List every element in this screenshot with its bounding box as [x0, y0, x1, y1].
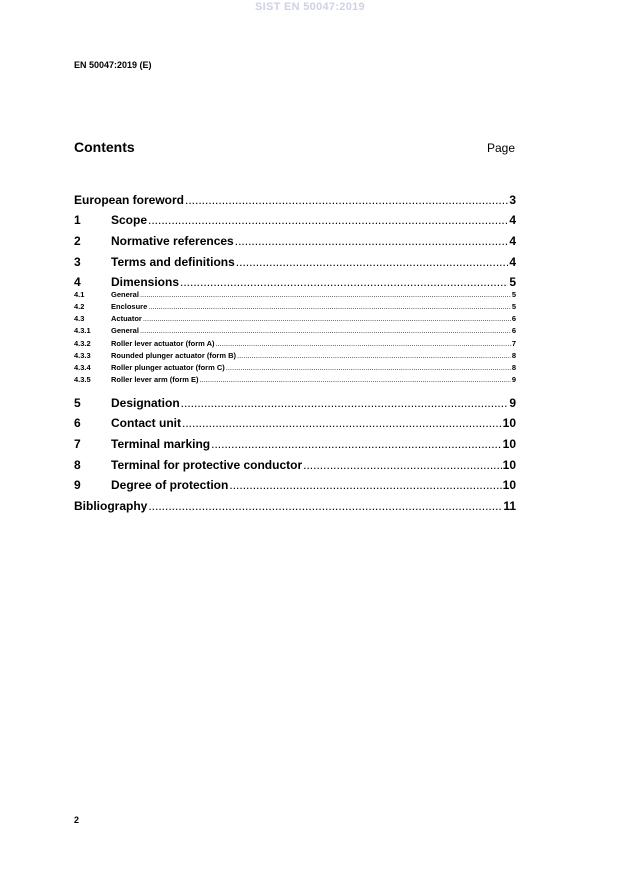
toc-entry-terminal-protective-conductor[interactable] — [74, 458, 516, 472]
toc-leader-dots — [236, 255, 509, 269]
toc-entry-roller-plunger-actuator[interactable] — [74, 363, 516, 372]
toc-leader-dots — [200, 375, 511, 384]
toc-entry-page: 4 — [509, 213, 516, 227]
toc-entry-bibliography[interactable] — [74, 499, 516, 513]
toc-entry-title: General — [111, 326, 139, 335]
toc-leader-dots — [303, 458, 502, 472]
toc-entry-title: Roller plunger actuator (form C) — [111, 363, 225, 372]
toc-entry-title: Designation — [111, 396, 180, 410]
toc-entry-number: 4.3 — [74, 314, 85, 323]
watermark: SIST EN 50047:2019 — [255, 1, 365, 13]
toc-entry-number: 4.1 — [74, 290, 85, 299]
toc-entry-roller-lever-arm[interactable] — [74, 375, 516, 384]
toc-entry-roller-lever-actuator[interactable] — [74, 339, 516, 348]
toc-entry-title: Bibliography — [74, 499, 148, 513]
toc-entry-european-foreword[interactable] — [74, 193, 516, 207]
toc-entry-page: 3 — [509, 193, 516, 207]
toc-entry-title: Contact unit — [111, 416, 181, 430]
toc-entry-title: General — [111, 290, 139, 299]
toc-entry-title: Roller lever arm (form E) — [111, 375, 199, 384]
page-number: 2 — [74, 815, 80, 825]
toc-leader-dots — [181, 396, 509, 410]
toc-leader-dots — [237, 351, 511, 360]
toc-entry-title: Terms and definitions — [111, 255, 235, 269]
toc-entry-number: 2 — [74, 234, 81, 248]
toc-entry-title: Scope — [111, 213, 148, 227]
toc-entry-enclosure[interactable] — [74, 302, 516, 311]
toc-entry-number: 6 — [74, 416, 81, 430]
toc-entry-page: 4 — [509, 234, 516, 248]
toc-entry-terms-and-definitions[interactable] — [74, 255, 516, 269]
toc-entry-number: 7 — [74, 437, 81, 451]
toc-leader-dots — [216, 339, 511, 348]
toc-entry-page: 10 — [502, 437, 516, 451]
toc-entry-page: 6 — [511, 314, 516, 323]
toc-entry-page: 4 — [509, 255, 516, 269]
toc-entry-number: 1 — [74, 213, 81, 227]
toc-leader-dots — [140, 290, 511, 299]
toc-leader-dots — [148, 302, 511, 311]
toc-entry-page: 5 — [511, 290, 516, 299]
toc-entry-title: European foreword — [74, 193, 185, 207]
toc-entry-page: 6 — [511, 326, 516, 335]
toc-entry-page: 11 — [503, 499, 516, 513]
document-id: EN 50047:2019 (E) — [74, 60, 152, 70]
toc-entry-page: 10 — [502, 416, 516, 430]
toc-entry-scope[interactable] — [74, 213, 516, 227]
toc-entry-actuator[interactable] — [74, 314, 516, 323]
toc-leader-dots — [182, 416, 502, 430]
toc-entry-contact-unit[interactable] — [74, 416, 516, 430]
toc-entry-number: 4.3.4 — [74, 363, 91, 372]
toc-entry-page: 8 — [511, 351, 516, 360]
toc-entry-title: Normative references — [111, 234, 234, 248]
toc-entry-title: Dimensions — [111, 275, 180, 289]
toc-entry-page: 7 — [511, 339, 516, 348]
toc-entry-degree-of-protection[interactable] — [74, 478, 516, 492]
toc-entry-page: 10 — [502, 458, 516, 472]
toc-entry-number: 8 — [74, 458, 81, 472]
toc-entry-title: Degree of protection — [111, 478, 229, 492]
toc-leader-dots — [226, 363, 511, 372]
toc-leader-dots — [211, 437, 502, 451]
toc-entry-number: 4 — [74, 275, 81, 289]
toc-leader-dots — [140, 326, 511, 335]
toc-entry-number: 3 — [74, 255, 81, 269]
page-column-label: Page — [486, 141, 515, 155]
toc-leader-dots — [235, 234, 509, 248]
toc-entry-title: Actuator — [111, 314, 142, 323]
toc-entry-title: Terminal for protective conductor — [111, 458, 303, 472]
toc-entry-general[interactable] — [74, 290, 516, 299]
toc-entry-page: 10 — [502, 478, 516, 492]
toc-entry-page: 5 — [509, 275, 516, 289]
toc-entry-number: 4.3.2 — [74, 339, 91, 348]
toc-entry-actuator-general[interactable] — [74, 326, 516, 335]
toc-entry-page: 9 — [511, 375, 516, 384]
toc-entry-number: 9 — [74, 478, 81, 492]
toc-leader-dots — [143, 314, 511, 323]
toc-entry-number: 4.2 — [74, 302, 85, 311]
toc-entry-designation[interactable] — [74, 396, 516, 410]
toc-entry-page: 9 — [509, 396, 516, 410]
toc-entry-title: Rounded plunger actuator (form B) — [111, 351, 236, 360]
toc-leader-dots — [148, 213, 508, 227]
toc-entry-terminal-marking[interactable] — [74, 437, 516, 451]
toc-entry-number: 4.3.5 — [74, 375, 91, 384]
toc-entry-rounded-plunger-actuator[interactable] — [74, 351, 516, 360]
toc-leader-dots — [229, 478, 501, 492]
toc-entry-title: Enclosure — [111, 302, 148, 311]
toc-entry-number: 4.3.1 — [74, 326, 91, 335]
toc-entry-number: 5 — [74, 396, 81, 410]
toc-entry-page: 5 — [511, 302, 516, 311]
toc-entry-normative-references[interactable] — [74, 234, 516, 248]
toc-leader-dots — [185, 193, 508, 207]
contents-heading: Contents — [74, 139, 135, 155]
toc-leader-dots — [148, 499, 502, 513]
toc-leader-dots — [180, 275, 508, 289]
toc-entry-dimensions[interactable] — [74, 275, 516, 289]
toc-entry-title: Roller lever actuator (form A) — [111, 339, 215, 348]
toc-entry-title: Terminal marking — [111, 437, 211, 451]
toc-entry-number: 4.3.3 — [74, 351, 91, 360]
toc-entry-page: 8 — [511, 363, 516, 372]
